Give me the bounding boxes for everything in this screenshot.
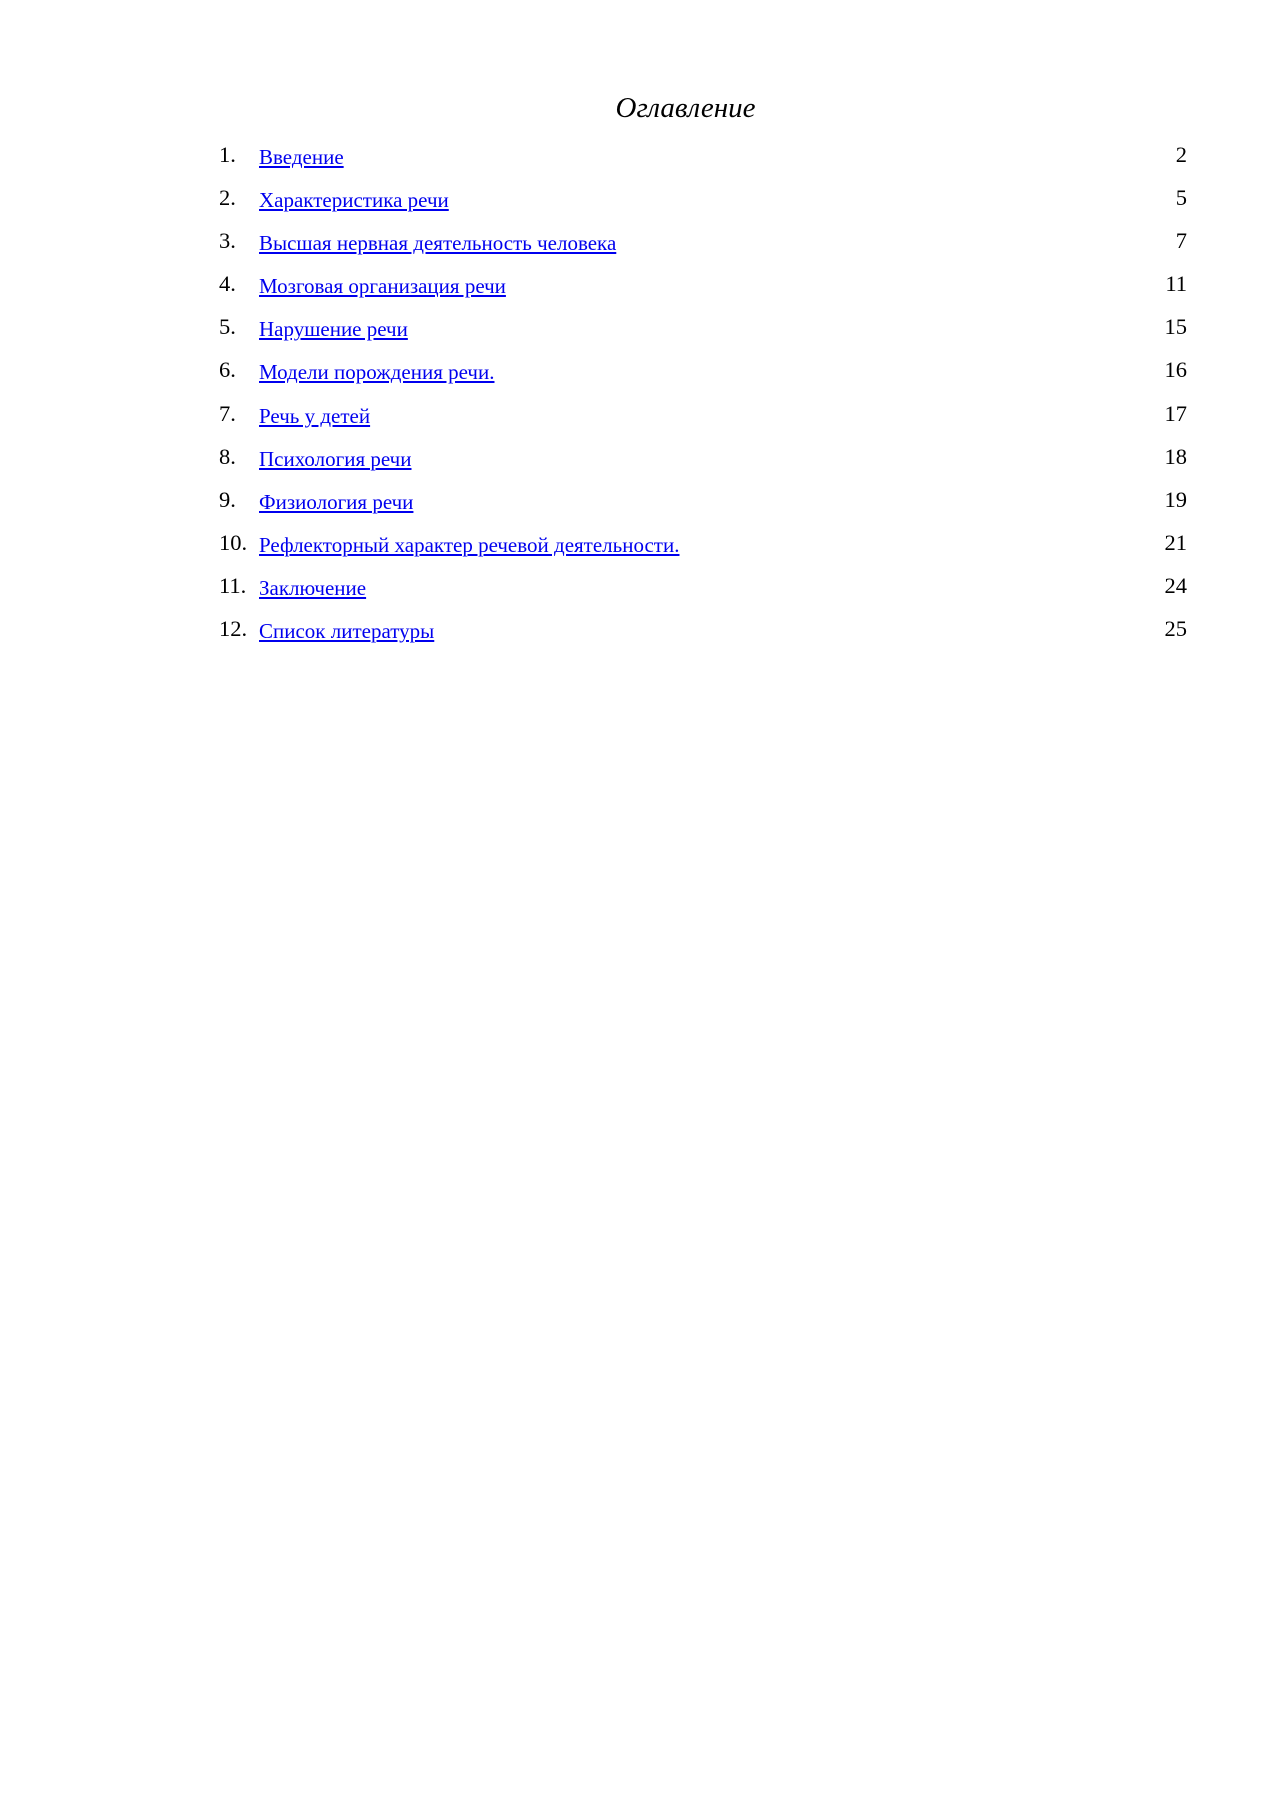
- toc-entry: [219, 480, 1187, 523]
- toc-entry: [219, 394, 1187, 437]
- toc-entry: [219, 264, 1187, 307]
- toc-entry-number: 7.: [219, 400, 236, 426]
- toc-entry: [219, 135, 1187, 178]
- toc-entry-link[interactable]: Мозговая организация речи: [259, 274, 506, 299]
- toc-entry-page: 25: [1164, 616, 1187, 642]
- toc-entry-link[interactable]: Физиология речи: [259, 489, 414, 514]
- toc-entry-number: 11.: [219, 572, 247, 598]
- toc-entry-page: 18: [1164, 443, 1187, 469]
- toc-entry-page: 24: [1164, 572, 1187, 598]
- toc-entry-page: 11: [1165, 271, 1187, 297]
- toc-entry-number: 3.: [219, 228, 236, 254]
- toc-entry-number: 9.: [219, 486, 236, 512]
- toc-entry-link[interactable]: Нарушение речи: [259, 317, 408, 342]
- toc-entry-number: 1.: [219, 142, 236, 167]
- table-of-contents: [219, 135, 1187, 652]
- toc-entry-page: 21: [1164, 529, 1187, 555]
- toc-entry: [219, 307, 1187, 350]
- toc-entry-link[interactable]: Высшая нервная деятельность человека: [259, 231, 617, 256]
- toc-entry-page: 16: [1164, 357, 1187, 383]
- toc-entry-link[interactable]: Список литературы: [259, 619, 435, 644]
- toc-entry-number: 10.: [219, 529, 248, 555]
- toc-entry-number: 6.: [219, 357, 236, 383]
- toc-entry: [219, 566, 1187, 609]
- toc-entry-link[interactable]: Характеристика речи: [259, 188, 449, 213]
- toc-entry-link[interactable]: Психология речи: [259, 446, 412, 471]
- toc-entry-page: 17: [1164, 400, 1187, 426]
- toc-entry: [219, 523, 1187, 566]
- toc-entry-page: 19: [1164, 486, 1187, 512]
- toc-entry: [219, 350, 1187, 393]
- toc-entry-page: 15: [1164, 314, 1187, 340]
- toc-entry-link[interactable]: Рефлекторный характер речевой деятельности.: [259, 532, 680, 557]
- toc-entry: [219, 437, 1187, 480]
- toc-entry-number: 8.: [219, 443, 236, 469]
- toc-title: Оглавление: [615, 92, 756, 124]
- toc-entry-number: 4.: [219, 271, 236, 297]
- toc-entry-page: 5: [1175, 185, 1187, 211]
- toc-entry-link[interactable]: Речь у детей: [259, 403, 371, 428]
- toc-entry-page: 2: [1175, 142, 1187, 167]
- toc-entry: [219, 178, 1187, 221]
- toc-entry-link[interactable]: Заключение: [259, 575, 367, 600]
- toc-entry-link[interactable]: Введение: [259, 145, 344, 169]
- toc-entry-link[interactable]: Модели порождения речи.: [259, 360, 495, 385]
- toc-entry-number: 2.: [219, 185, 236, 211]
- toc-entry-number: 5.: [219, 314, 236, 340]
- toc-entry: [219, 609, 1187, 652]
- toc-entry-page: 7: [1175, 228, 1187, 254]
- toc-entry: [219, 221, 1187, 264]
- toc-entry-number: 12.: [219, 616, 248, 642]
